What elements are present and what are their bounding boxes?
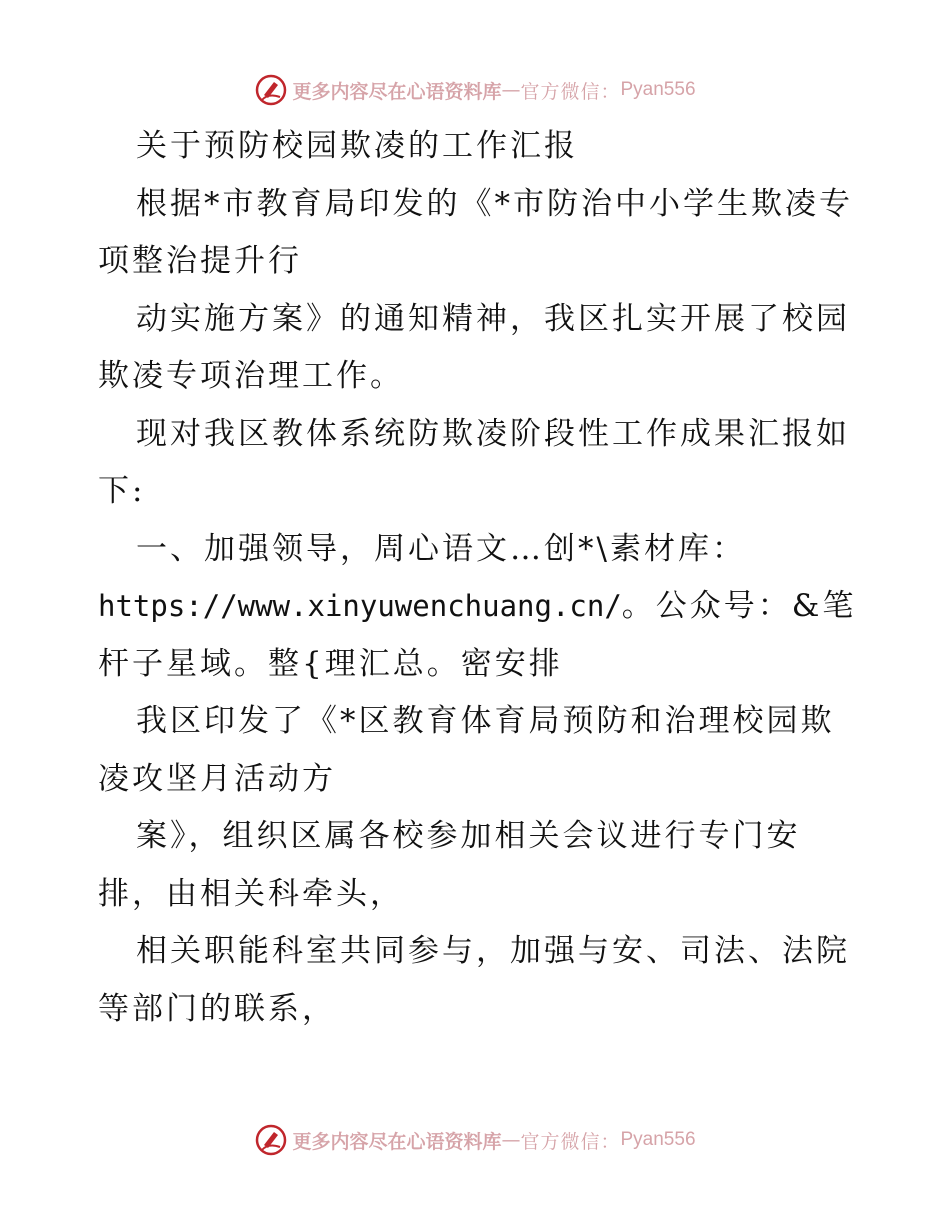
text-line: 等部门的联系， bbox=[98, 990, 336, 1027]
banner-contact-label: 官方微信： bbox=[520, 1130, 621, 1153]
text-line: 杆子星域。整{理汇总。密安排 bbox=[98, 645, 563, 682]
text-line: 相关职能科室共同参与，加强与安、司法、法院 bbox=[136, 933, 850, 969]
banner-contact-label: 官方微信： bbox=[520, 80, 621, 103]
brand-logo-icon bbox=[254, 1123, 288, 1157]
header-banner bbox=[0, 70, 950, 110]
banner-main-text: 更多内容尽在心语资料库 bbox=[292, 1130, 502, 1153]
section-heading: 一、加强领导，周心语文…创*\素材库： bbox=[136, 530, 746, 567]
text-line: 排，由相关科牵头， bbox=[98, 875, 404, 912]
text-line: 现对我区教体系统防欺凌阶段性工作成果汇报如 bbox=[136, 415, 850, 452]
banner-contact-id: Pyan556 bbox=[620, 79, 696, 100]
text-line: 下: bbox=[98, 473, 146, 509]
text-line: 欺凌专项治理工作。 bbox=[98, 358, 404, 394]
url-line bbox=[98, 578, 858, 636]
banner-dash: — bbox=[501, 1129, 521, 1151]
brand-logo-icon bbox=[254, 73, 288, 107]
document-title: 关于预防校园欺凌的工作汇报 bbox=[136, 128, 578, 164]
text-line: 根据*市教育局印发的《*市防治中小学生欺凌专 bbox=[136, 185, 853, 222]
banner-dash: — bbox=[501, 79, 521, 101]
banner-main-text: 更多内容尽在心语资料库 bbox=[292, 80, 502, 103]
text-line: 项整治提升行 bbox=[98, 243, 302, 279]
text-line: 动实施方案》的通知精神，我区扎实开展了校园 bbox=[136, 300, 850, 337]
text-line: 凌攻坚月活动方 bbox=[98, 760, 336, 797]
wechat-text: 。公众号：&笔 bbox=[621, 588, 857, 624]
footer-banner bbox=[0, 1120, 950, 1160]
text-line: 我区印发了《*区教育体育局预防和治理校园欺 bbox=[136, 703, 835, 739]
document-body bbox=[98, 118, 858, 1038]
banner-contact-id: Pyan556 bbox=[620, 1129, 696, 1150]
text-line: 案》，组织区属各校参加相关会议进行专门安 bbox=[136, 818, 801, 854]
url-text: https://www.xinyuwenchuang.cn/ bbox=[98, 589, 622, 623]
